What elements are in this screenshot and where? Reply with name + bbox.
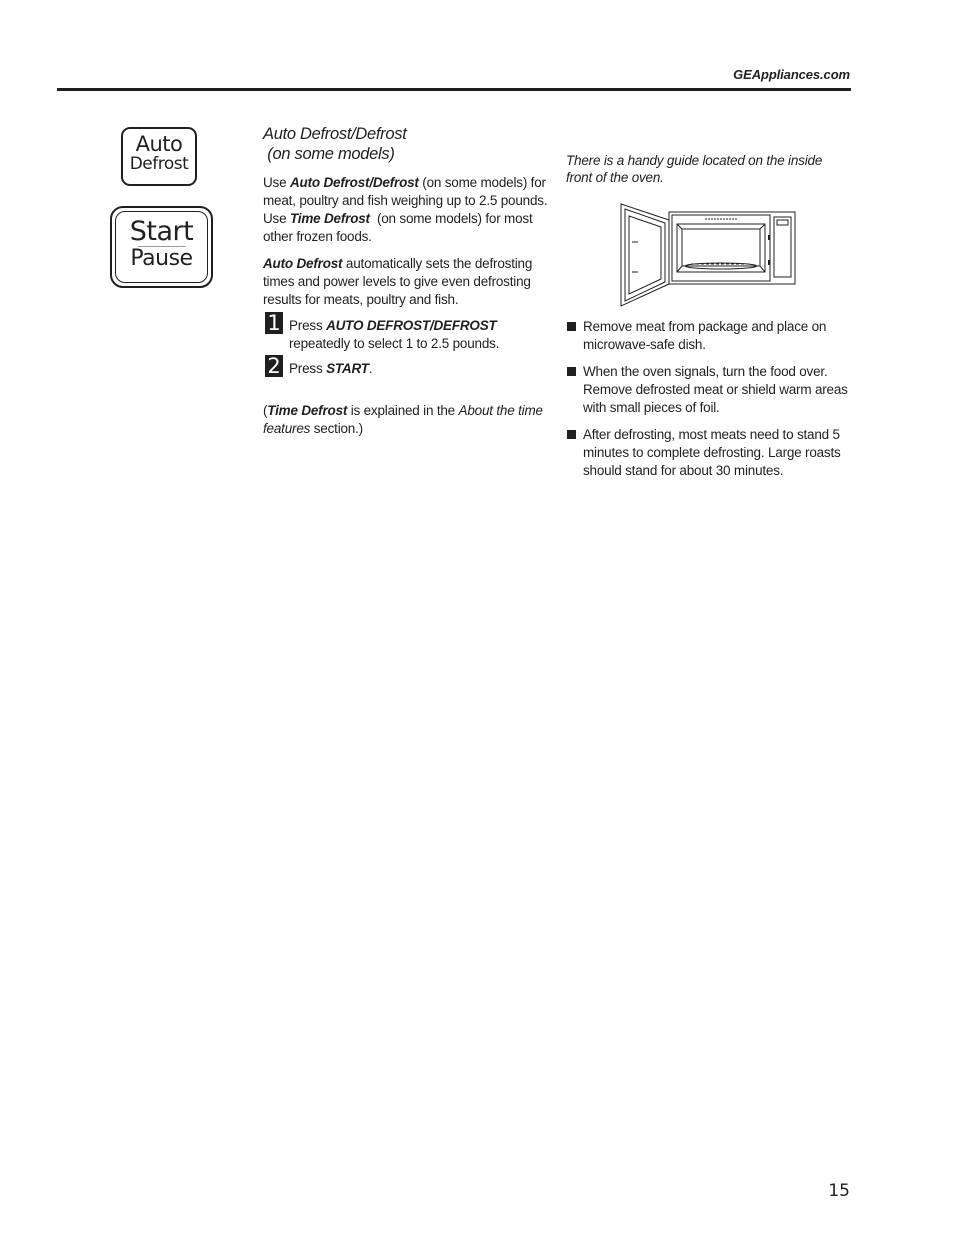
list-item bbox=[566, 426, 856, 480]
list-item bbox=[566, 363, 856, 417]
step-1-post: repeatedly to select 1 to 2.5 pounds. bbox=[289, 336, 500, 351]
bullet-square-icon bbox=[567, 430, 576, 439]
open-microwave-oven-illustration bbox=[619, 202, 799, 308]
section-heading bbox=[263, 124, 406, 164]
list-item bbox=[566, 318, 856, 354]
time-defrost-note bbox=[263, 402, 553, 438]
step-2-bold: START bbox=[326, 361, 369, 376]
auto-defrost-key-line1: Auto bbox=[135, 132, 183, 156]
note-text-2: is explained in the bbox=[347, 403, 459, 418]
intro-text-1: Use bbox=[263, 175, 290, 190]
step-2-post: . bbox=[368, 361, 373, 376]
step-1-number: 1 bbox=[265, 312, 283, 334]
start-pause-key-line2: Pause bbox=[130, 246, 193, 271]
header-divider bbox=[57, 88, 851, 91]
note-italic-reference: About the time features bbox=[263, 403, 543, 436]
section-heading-line2: (on some models) bbox=[263, 145, 395, 163]
intro-text-3: (on some models) for most other frozen foods. bbox=[263, 211, 537, 244]
auto-defrost-bold: Auto Defrost bbox=[263, 256, 343, 271]
tips-list bbox=[566, 318, 856, 489]
note-bold-time-defrost: Time Defrost bbox=[267, 403, 348, 418]
website-url: GEAppliances.com bbox=[733, 67, 850, 82]
note-text-1: ( bbox=[263, 403, 268, 418]
intro-bold-time-defrost: Time Defrost bbox=[289, 211, 370, 226]
section-heading-line1: Auto Defrost/Defrost bbox=[263, 125, 407, 143]
bullet-square-icon bbox=[567, 367, 576, 376]
start-pause-key-icon bbox=[110, 206, 213, 288]
start-pause-key-line1: Start bbox=[129, 216, 194, 247]
bullet-square-icon bbox=[567, 322, 576, 331]
intro-text-2: (on some models) for meat, poultry and fish weighing up to 2.5 pounds. Use bbox=[263, 175, 548, 226]
intro-bold-auto-defrost: Auto Defrost/Defrost bbox=[289, 175, 419, 190]
list-item-text: When the oven signals, turn the food over. Remove defrosted meat or shield warm areas with small pieces of foil. bbox=[583, 364, 848, 415]
list-item-text: Remove meat from package and place on microwave-safe dish. bbox=[583, 319, 827, 352]
intro-paragraph bbox=[263, 174, 553, 246]
step-1-bold: AUTO DEFROST/DEFROST bbox=[326, 318, 497, 333]
auto-defrost-text: automatically sets the defrosting times and power levels to give even defrosting results for meats, poultry and fish. bbox=[263, 256, 533, 307]
auto-defrost-key-icon bbox=[121, 127, 197, 186]
step-2-number: 2 bbox=[265, 355, 283, 377]
list-item-text: After defrosting, most meats need to stand 5 minutes to complete defrosting. Large roasts should stand for about 30 minutes. bbox=[583, 427, 841, 478]
step-1-text bbox=[289, 317, 529, 353]
auto-defrost-key-line2: Defrost bbox=[129, 154, 189, 174]
step-1-pre: Press bbox=[289, 318, 327, 333]
step-2-pre: Press bbox=[289, 361, 327, 376]
auto-defrost-paragraph bbox=[263, 255, 553, 309]
page-number: 15 bbox=[828, 1181, 850, 1201]
step-2-text bbox=[289, 360, 529, 378]
note-text-3: section.) bbox=[310, 421, 363, 436]
guide-note: There is a handy guide located on the inside front of the oven. bbox=[566, 153, 823, 185]
